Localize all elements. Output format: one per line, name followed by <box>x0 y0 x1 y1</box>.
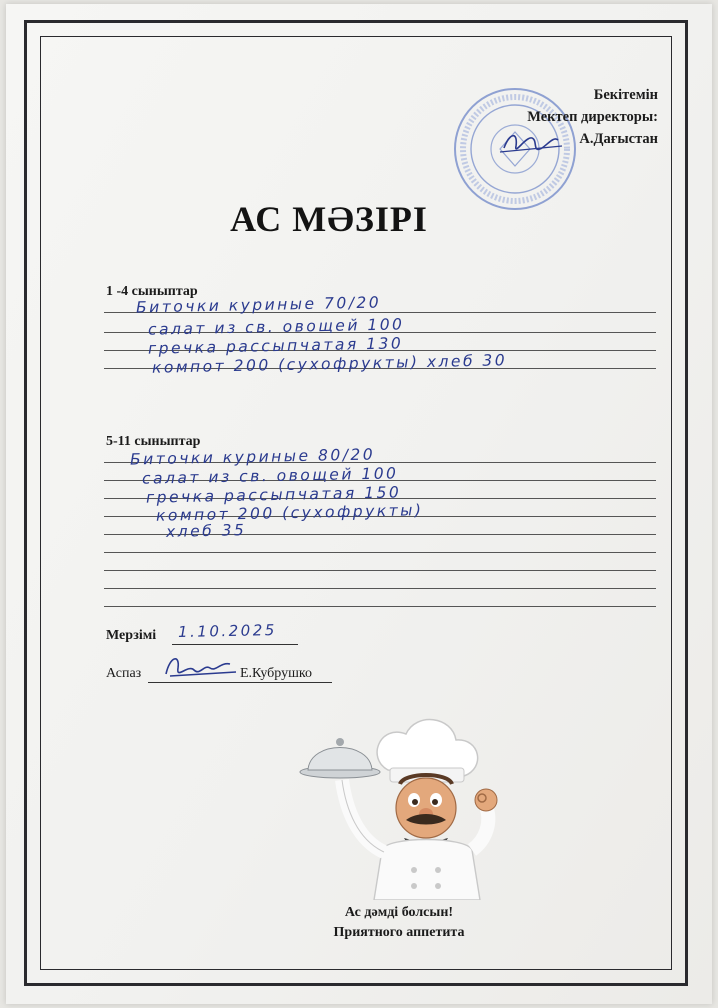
approval-line-name: А.Дағыстан <box>579 131 658 147</box>
menu-item-handwritten: салат из св. овощей 100 <box>147 315 405 339</box>
menu-item-handwritten: хлеб 35 <box>165 521 247 541</box>
menu-item-handwritten: компот 200 (сухофрукты) хлеб 30 <box>151 351 508 377</box>
cook-signature <box>160 650 240 688</box>
menu-item-handwritten: гречка рассыпчатая 130 <box>147 334 404 358</box>
section-label-grades-1-4: 1 -4 сыныптар <box>106 284 198 299</box>
date-underline <box>172 644 298 645</box>
menu-item-handwritten: Биточки куриные 70/20 <box>135 293 382 317</box>
approval-line-approve: Бекітемін <box>593 87 658 103</box>
approval-line-director: Мектеп директоры: <box>527 109 658 125</box>
menu-item-handwritten: салат из св. овощей 100 <box>141 464 399 488</box>
approval-block <box>527 84 658 150</box>
menu-item-handwritten: Биточки куриные 80/20 <box>129 445 376 469</box>
footer-russian: Приятного аппетита <box>333 925 465 940</box>
section-label-grades-5-11: 5-11 сыныптар <box>106 434 201 449</box>
ruled-line <box>104 570 656 571</box>
menu-item-handwritten: компот 200 (сухофрукты) <box>155 501 424 525</box>
date-value-handwritten: 1.10.2025 <box>177 620 278 642</box>
cook-name: Е.Кубрушко <box>240 666 312 681</box>
ruled-line <box>104 552 656 553</box>
footer-kazakh: Ас дәмді болсын! <box>344 905 454 920</box>
cook-label: Аспаз <box>106 666 142 681</box>
ruled-line <box>104 606 656 607</box>
page-title: АС МӘЗІРІ <box>230 199 428 239</box>
date-label: Мерзімі <box>106 628 157 643</box>
menu-item-handwritten: гречка рассыпчатая 150 <box>145 483 402 507</box>
chef-illustration <box>296 710 512 900</box>
ruled-line <box>104 588 656 589</box>
